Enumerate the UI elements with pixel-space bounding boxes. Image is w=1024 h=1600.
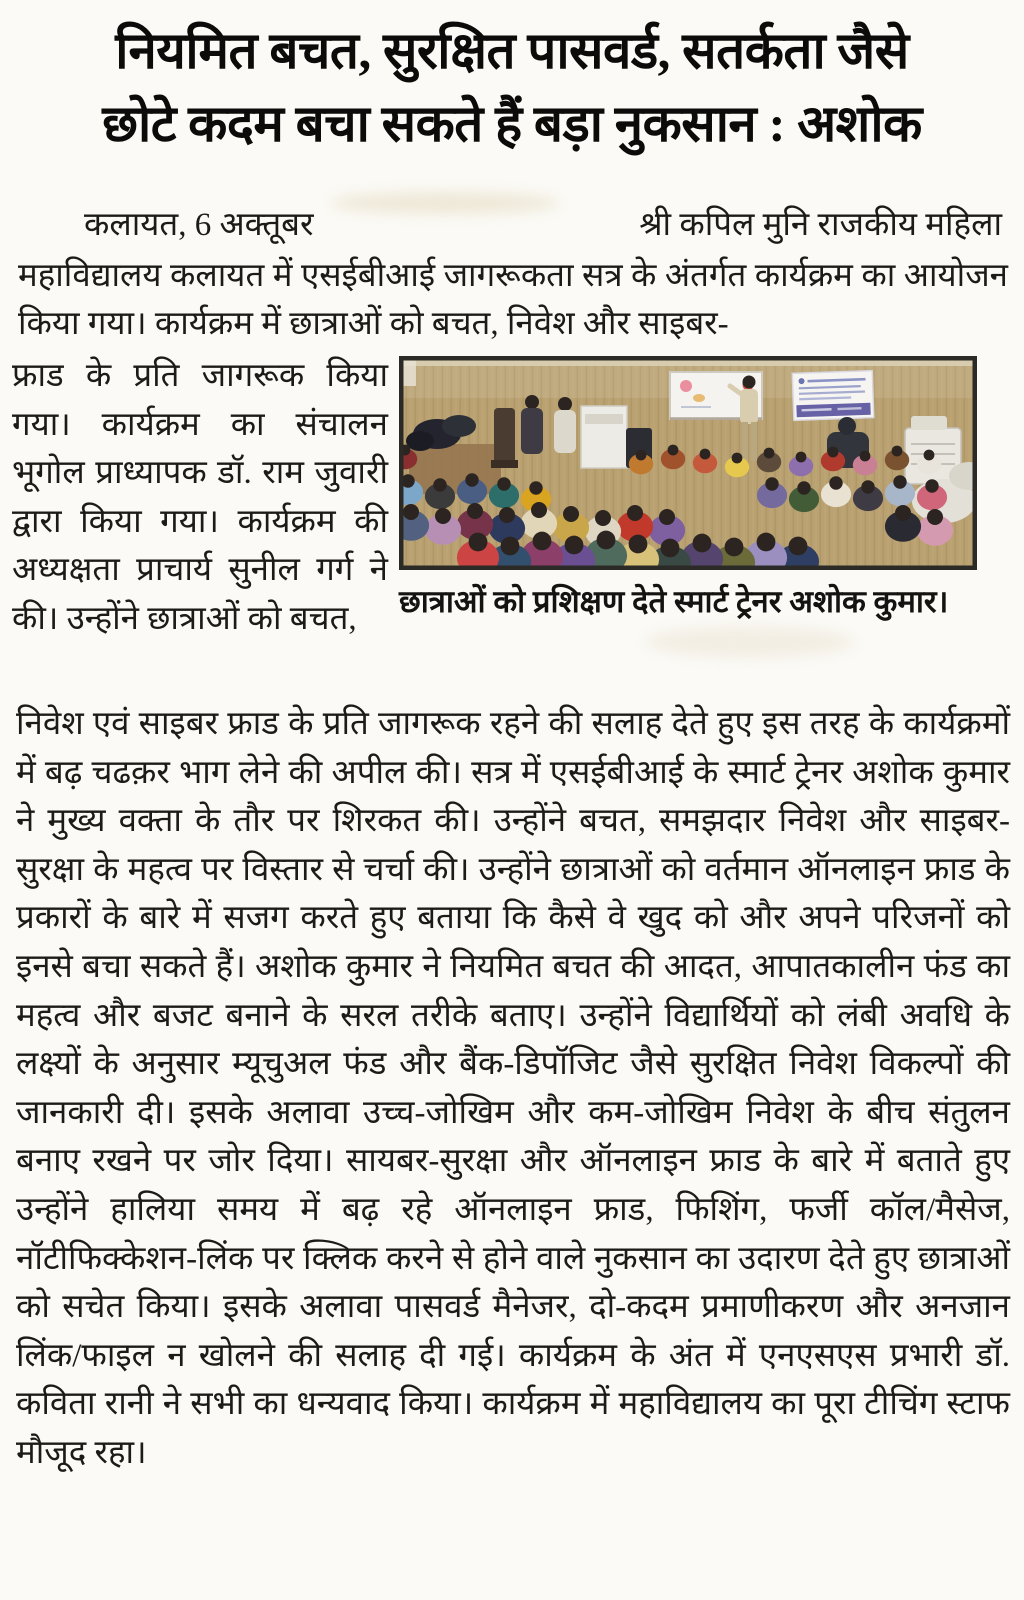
headline-line-1: नियमित बचत, सुरक्षित पासवर्ड, सतर्कता जैसे [115, 24, 909, 80]
lead-opening-right: श्री कपिल मुनि राजकीय महिला [639, 207, 1002, 243]
lead-first-line [84, 202, 1002, 248]
board-text-line [681, 406, 711, 408]
trainer-head [743, 376, 756, 389]
scan-smudge [645, 626, 855, 658]
left-column-paragraph: फ्राड के प्रति जागरूक किया गया। कार्यक्रम का संचालन भूगोल प्राध्यापक डॉ. राम जुवारी द्वारा किया गया। कार्यक्रम की अध्यक्षता प्राचार्य सुनील गर्ग ने की। उन्होंने छात्राओं को बचत, [12, 358, 388, 637]
person-light-kurta [554, 410, 576, 453]
seated-head [838, 417, 856, 435]
podium-front [585, 414, 623, 424]
article-headline [16, 16, 1008, 162]
lead-paragraph: महाविद्यालय कलायत में एसईबीआई जागरूकता सत्र के अंतर्गत कार्यक्रम का आयोजन किया गया। कार्यक्रम में छात्राओं को बचत, निवेश और साइबर- [18, 258, 1008, 342]
photo-caption: छात्राओं को प्रशिक्षण देते स्मार्ट ट्रेनर अशोक कुमार। [399, 584, 949, 619]
person-dark-jacket [521, 408, 543, 454]
person-head [558, 397, 572, 411]
chair-dark [494, 408, 515, 464]
side-table [409, 444, 501, 494]
trainer-leg [742, 422, 748, 461]
news-photo-figure [399, 356, 977, 623]
trainer-leg [751, 422, 757, 461]
board-logo-orange [693, 394, 705, 402]
bags-pile [442, 415, 476, 437]
body-paragraph: निवेश एवं साइबर फ्राड के प्रति जागरूक रहने की सलाह देते हुए इस तरह के कार्यक्रमों में बढ़ चढक़र भाग लेने की अपील की। सत्र में एसईबीआई के स्मार्ट ट्रेनर अशोक कुमार ने मुख्य वक्ता के तौर पर शिरकत की। उन्होंने बचत, समझदार निवेश और साइबर-सुरक्षा के महत्व पर विस्तार से चर्चा की। उन्होंने छात्राओं को वर्तमान ऑनलाइन फ्राड के प्रकारों के बारे में सजग करते हुए बताया कि कैसे वे खुद को और अपने परिजनों को इनसे बचा सकते हैं। अशोक कुमार ने नियमित बचत की आदत, आपातकालीन फंड का महत्व और बजट बनाने के सरल तरीके बताए। उन्होंने विद्यार्थियों को लंबी अवधि के लक्ष्यों के अनुसार म्यूचुअल फंड और बैंक-डिपॉजिट जैसे सुरक्षित निवेश विकल्पों की जानकारी दी। इसके अलावा उच्च-जोखिम और कम-जोखिम निवेश के बीच संतुलन बनाए रखने पर जोर दिया। सायबर-सुरक्षा और ऑनलाइन फ्राड के बारे में बताते हुए उन्होंने हालिया समय में बढ़ रहे ऑनलाइन फ्राड, फिशिंग, फर्जी कॉल/मैसेज, नॉटीफिक्केशन-लिंक पर क्लिक करने से होने वाले नुकसान का उदारण देते हुए छात्राओं को सचेत किया। इसके अलावा पासवर्ड मैनेजर, दो-कदम प्रमाणीकरण और अनजान लिंक/फाइल न खोलने की सलाह दी गई। कार्यक्रम के अंत में एनएसएस प्रभारी डॉ. कविता रानी ने सभी का धन्यवाद किया। कार्यक्रम में महाविद्यालय का पूरा टीचिंग स्टाफ मौजूद रहा। [16, 706, 1010, 1471]
trainer-body [740, 389, 758, 424]
board-logo-pink [680, 380, 692, 392]
dateline: कलायत, 6 अक्तूबर [84, 207, 314, 243]
headline-line-2: छोटे कदम बचा सकते हैं बड़ा नुकसान : अशोक [102, 97, 922, 153]
sebi-banner [792, 371, 874, 421]
cooler-top [911, 416, 947, 430]
bags-pile [406, 431, 434, 451]
door-strip [402, 358, 416, 386]
person-head [525, 395, 539, 409]
chair-dark-base [491, 460, 518, 468]
news-photo [399, 356, 977, 570]
